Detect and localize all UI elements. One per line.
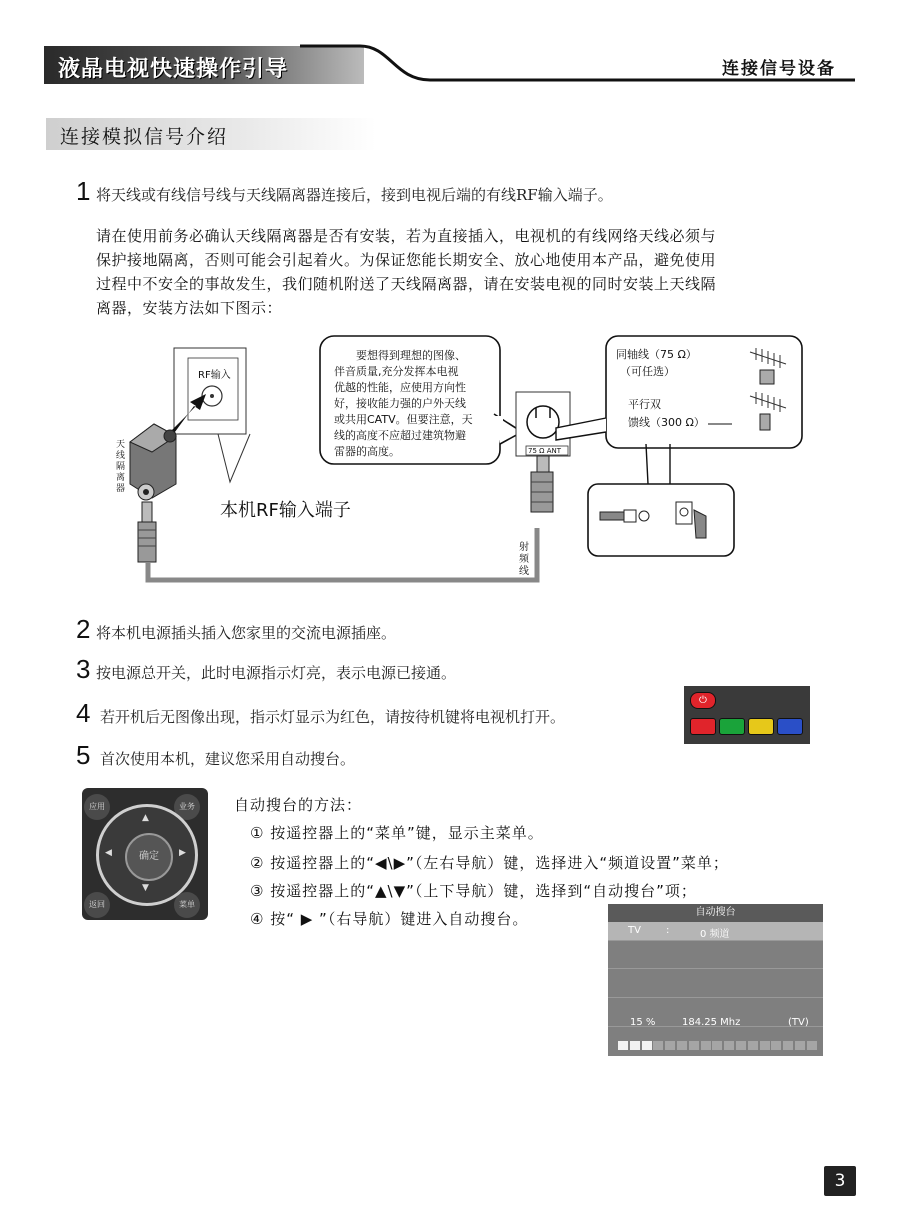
- blue-key: [777, 718, 803, 735]
- step-3-text: 按电源总开关，此时电源指示灯亮，表示电源已接通。: [96, 664, 457, 682]
- red-key: [690, 718, 716, 735]
- scan-type: (TV): [788, 1017, 809, 1028]
- header-section: 连接信号设备: [722, 59, 836, 79]
- menu-button: 菜单: [174, 892, 200, 918]
- progress-segment: [771, 1041, 781, 1050]
- scan-channel-count: 0 频道: [700, 929, 730, 940]
- progress-segment: [760, 1041, 770, 1050]
- notice-line: 请在使用前务必确认天线隔离器是否有安装，若为直接插入，电视机的有线网络天线必须与: [96, 227, 717, 245]
- scan-colon: :: [666, 925, 670, 936]
- yellow-key: [748, 718, 774, 735]
- step-4-text: 若开机后无图像出现，指示灯显示为红色，请按待机键将电视机打开。: [100, 708, 566, 726]
- progress-segment: [795, 1041, 805, 1050]
- left-arrow-icon: ◀: [105, 848, 112, 858]
- remote-nav-panel: [82, 788, 208, 920]
- callout-line: 线的高度不应超过建筑物避: [334, 429, 466, 442]
- scan-channel-row: [608, 922, 823, 941]
- progress-segment: [807, 1041, 817, 1050]
- step-1-number: 1: [76, 176, 91, 206]
- isolator-label: 天线隔离器: [116, 440, 126, 494]
- step-3-number: 3: [76, 654, 91, 684]
- section-title: 连接模拟信号介绍: [60, 126, 229, 148]
- scan-empty-row: [608, 940, 823, 969]
- progress-segment: [642, 1041, 652, 1050]
- auto-search-step-1: ① 按遥控器上的“菜单”键，显示主菜单。: [250, 824, 544, 842]
- notice-line: 过程中不安全的事故发生，我们随机附送了天线隔离器，请在安装电视的同时安装上天线隔: [96, 275, 717, 293]
- auto-search-step-3: ③ 按遥控器上的“▲\▼”（上下导航）键，选择到“自动搜台”项；: [250, 882, 697, 900]
- progress-segment: [701, 1041, 711, 1050]
- green-key: [719, 718, 745, 735]
- rf-input-label: RF输入: [198, 370, 231, 381]
- down-arrow-icon: ▼: [142, 883, 149, 893]
- notice-paragraph: [96, 224, 816, 320]
- ant-port-label: 75 Ω ANT: [528, 447, 562, 455]
- header-title: 液晶电视快速操作引导: [58, 57, 289, 82]
- callout-line: 优越的性能，应使用方向性: [334, 381, 466, 394]
- step-1-text: 将天线或有线信号线与天线隔离器连接后，接到电视后端的有线RF输入端子。: [96, 186, 613, 204]
- scan-mode-label: TV: [628, 925, 641, 936]
- power-icon: ⏻: [690, 692, 716, 709]
- callout-line: 或共用CATV。但要注意，天: [334, 413, 473, 426]
- scan-progress-bar: [618, 1041, 818, 1051]
- auto-search-step-4: ④ 按“ ▶ ”（右导航）键进入自动搜台。: [250, 910, 529, 928]
- page-number: 3: [824, 1166, 856, 1196]
- progress-segment: [736, 1041, 746, 1050]
- ok-button: 确定: [125, 833, 173, 881]
- coax-optional: （可任选）: [620, 365, 675, 378]
- progress-segment: [724, 1041, 734, 1050]
- rf-cable-label: 射频线: [519, 542, 529, 577]
- service-button: 业务: [174, 794, 200, 820]
- progress-segment: [653, 1041, 663, 1050]
- twin-lead-label-1: 平行双: [628, 398, 661, 411]
- notice-line: 保护接地隔离，否则可能会引起着火。为保证您能长期安全、放心地使用本产品，避免使用: [96, 251, 717, 269]
- up-arrow-icon: ▲: [142, 813, 149, 823]
- progress-segment: [677, 1041, 687, 1050]
- callout-line: 要想得到理想的图像、: [356, 349, 466, 362]
- step-4-number: 4: [76, 698, 91, 728]
- scan-frequency: 184.25 Mhz: [682, 1017, 741, 1028]
- scan-percent: 15 %: [630, 1017, 656, 1028]
- callout-line: 伴音质量,充分发挥本电视: [334, 365, 459, 378]
- scan-empty-row: [608, 969, 823, 998]
- step-5-number: 5: [76, 740, 91, 770]
- progress-segment: [630, 1041, 640, 1050]
- apps-button: 应用: [84, 794, 110, 820]
- progress-segment: [618, 1041, 628, 1050]
- progress-segment: [689, 1041, 699, 1050]
- step-2-number: 2: [76, 614, 91, 644]
- scan-title: 自动搜台: [608, 904, 823, 922]
- progress-segment: [712, 1041, 722, 1050]
- notice-line: 离器，安装方法如下图示：: [96, 299, 283, 317]
- remote-color-keys: [684, 686, 810, 744]
- right-arrow-icon: ▶: [179, 848, 186, 858]
- progress-segment: [783, 1041, 793, 1050]
- step-2-text: 将本机电源插头插入您家里的交流电源插座。: [96, 624, 397, 642]
- callout-line: 好，接收能力强的户外天线: [334, 397, 466, 410]
- back-button: 返回: [84, 892, 110, 918]
- callout-text: [334, 348, 490, 460]
- progress-segment: [665, 1041, 675, 1050]
- step-5-text: 首次使用本机，建议您采用自动搜台。: [100, 750, 356, 768]
- nav-ring: [96, 804, 198, 906]
- coax-label: 同轴线（75 Ω）: [616, 348, 697, 361]
- auto-search-title: 自动搜台的方法：: [234, 796, 363, 814]
- auto-search-step-2: ② 按遥控器上的“◀\▶”（左右导航）键，选择进入“频道设置”菜单；: [250, 854, 729, 872]
- twin-lead-label-2: 馈线（300 Ω）: [628, 416, 705, 429]
- callout-line: 雷器的高度。: [334, 445, 400, 458]
- auto-search-screen: [608, 904, 823, 1056]
- rf-jack-caption: 本机RF输入端子: [220, 500, 351, 521]
- progress-segment: [748, 1041, 758, 1050]
